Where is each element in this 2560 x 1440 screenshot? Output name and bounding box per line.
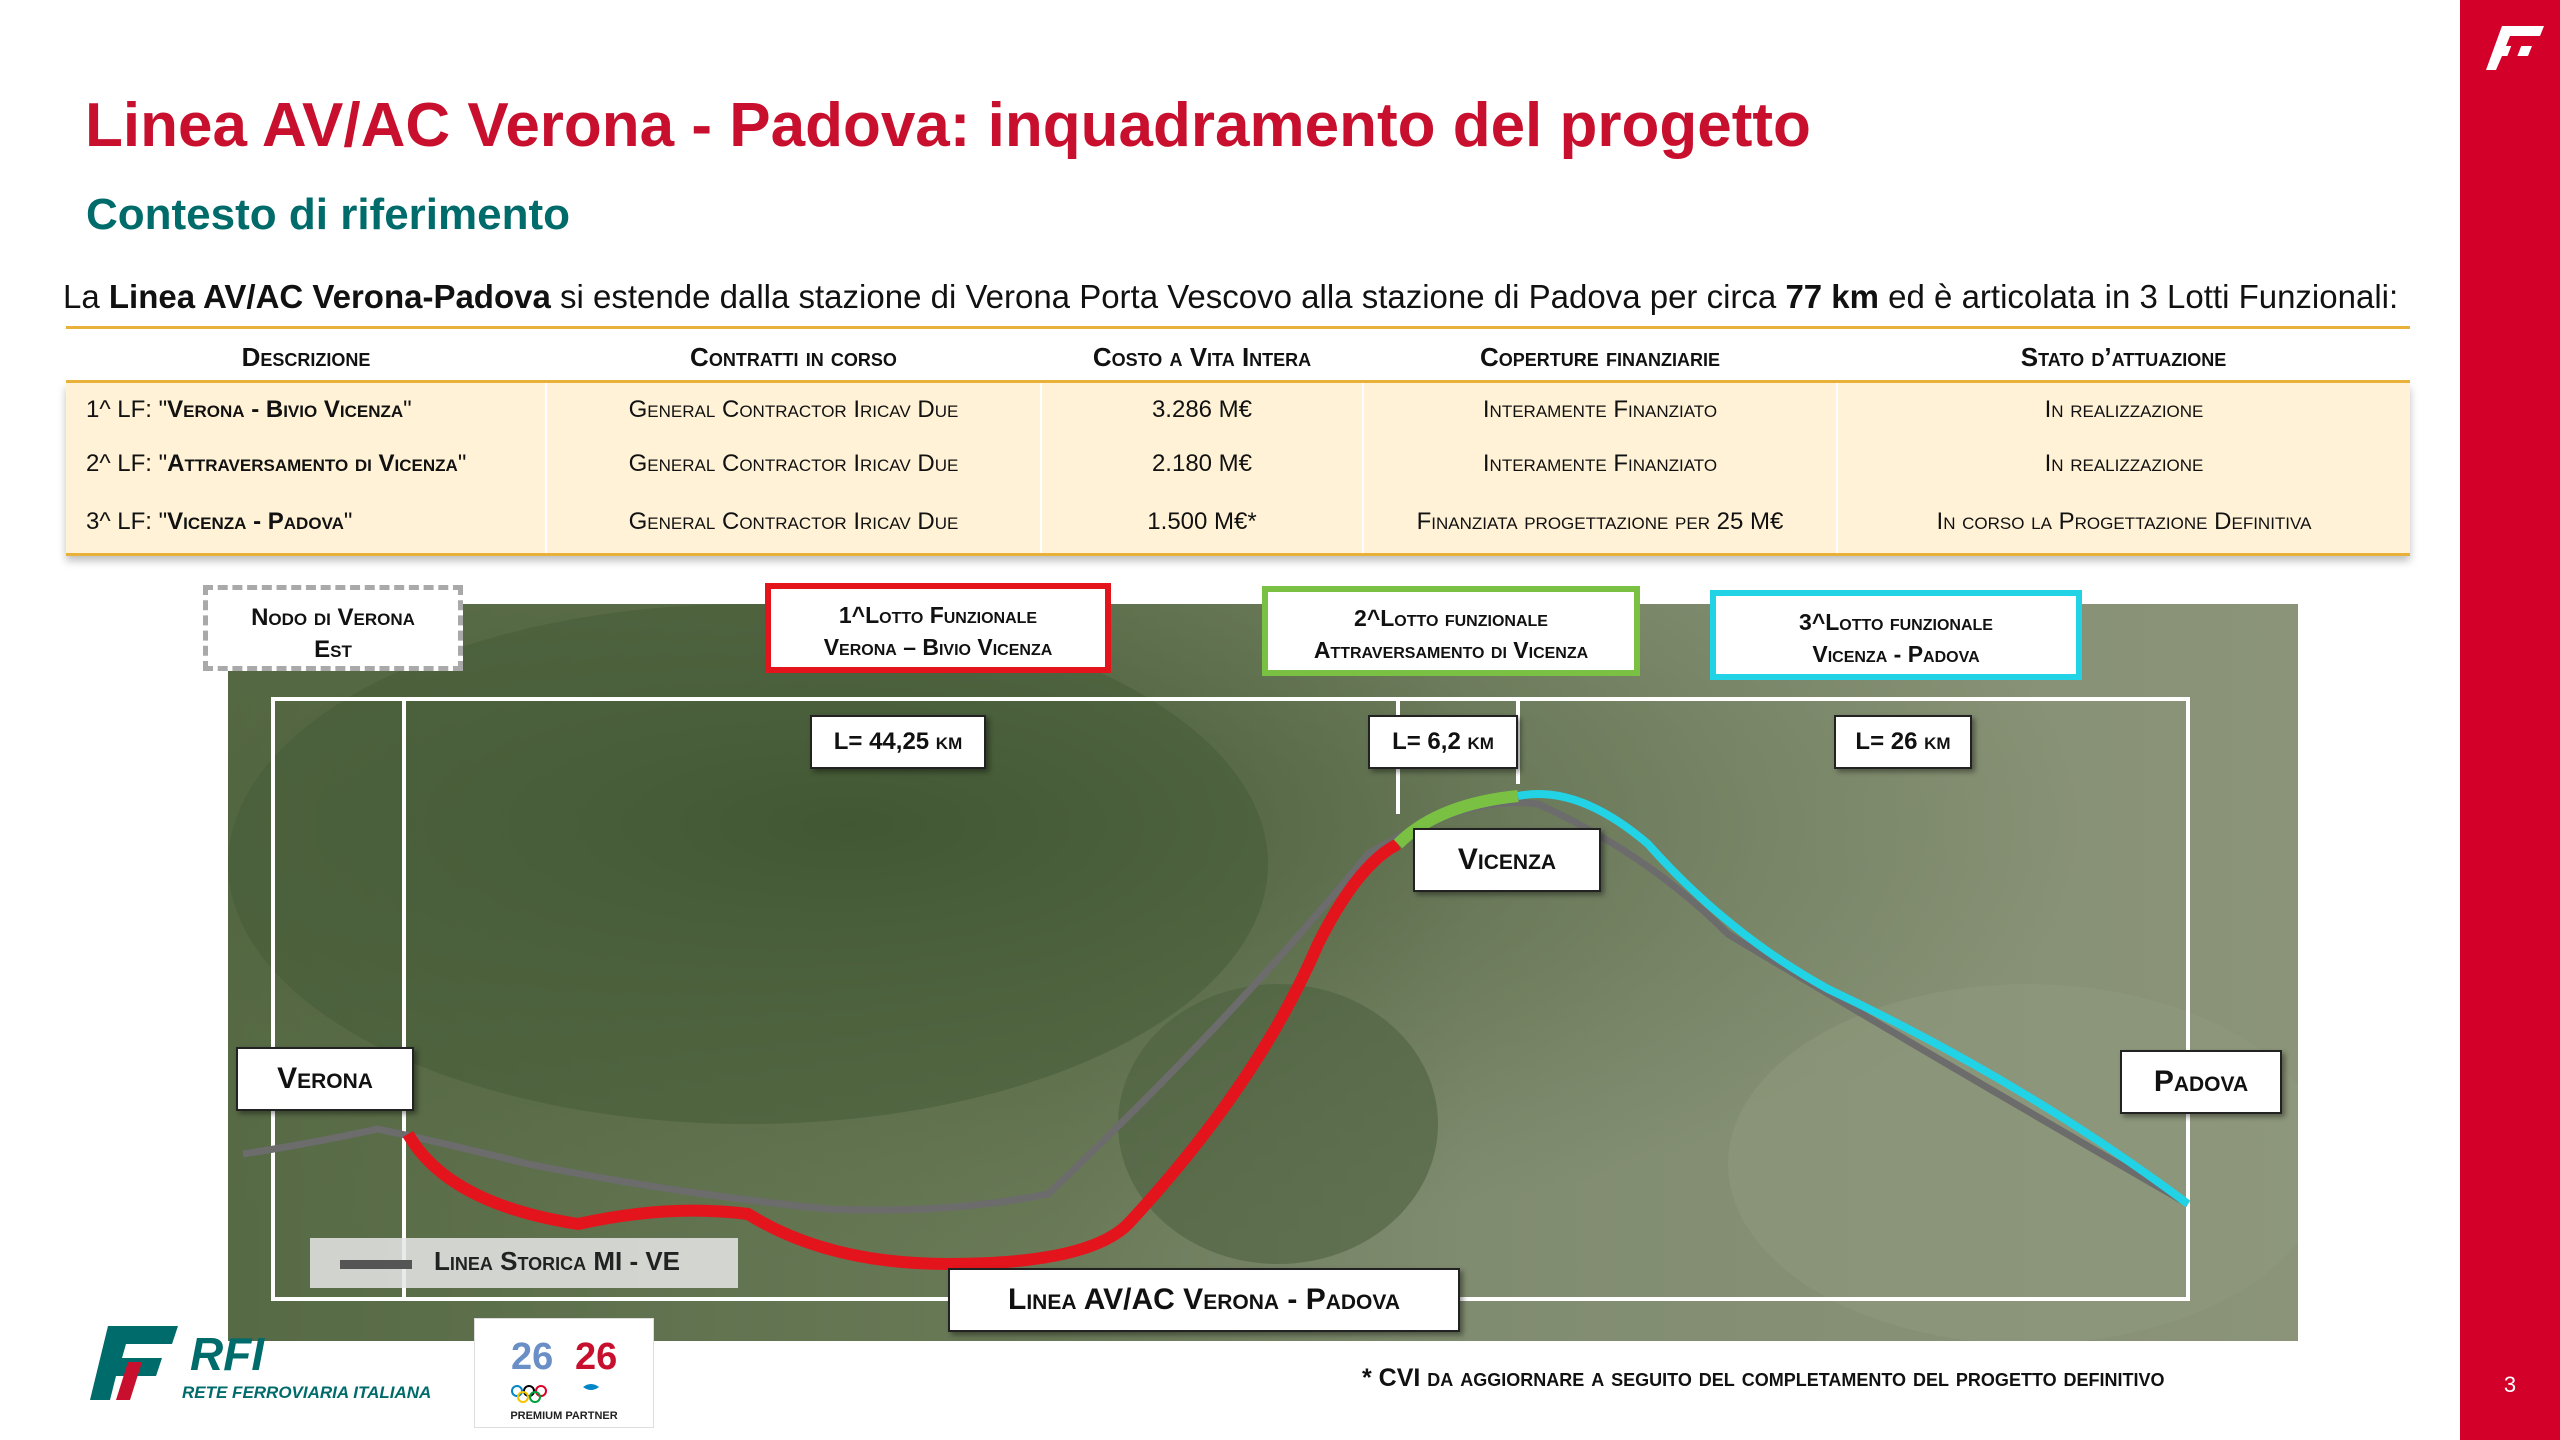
rfi-logo-subtext: RETE FERROVIARIA ITALIANA <box>182 1383 432 1402</box>
page-number: 3 <box>2503 1372 2517 1397</box>
lotto1-line1: 1^Lotto Funzionale <box>838 602 1038 628</box>
intro-text: La Linea AV/AC Verona-Padova si estende dalla stazione di Verona Porta Vescovo alla stazione di Padova per circa 77 km ed è articolata in 3 Lotti Funzionali: <box>63 278 2399 315</box>
table-header-rule <box>66 326 2410 329</box>
lotto3-line2: Vicenza - Padova <box>1812 641 1980 667</box>
footnote: * CVI da aggiornare a seguito del completamento del progetto definitivo <box>1362 1364 2165 1392</box>
lotto3-line1: 3^Lotto funzionale <box>1799 609 1993 635</box>
legend-line-swatch <box>340 1260 412 1269</box>
lotto1-line2: Verona – Bivio Vicenza <box>823 634 1053 660</box>
lotto1-box <box>765 583 1111 673</box>
satellite-map <box>228 604 2298 1341</box>
cell-contratto: General Contractor Iricav Due <box>546 382 1041 438</box>
city-label-vicenza: Vicenza <box>1413 828 1601 892</box>
header-costo: Costo a Vita Intera <box>1092 341 1312 372</box>
city-label-verona: Verona <box>236 1047 414 1111</box>
length-lotto2: L= 6,2 km <box>1368 715 1518 769</box>
cell-copertura: Interamente Finanziato <box>1363 382 1837 438</box>
cell-copertura: Finanziata progettazione per 25 M€ <box>1363 491 1837 555</box>
rfi-logo-text: RFI <box>190 1328 265 1380</box>
map-graphics <box>228 604 2298 1341</box>
header-stato: Stato d’attuazione <box>2020 341 2227 372</box>
partner-label: PREMIUM PARTNER <box>510 1410 618 1422</box>
lotto2-box <box>1262 586 1640 676</box>
lotto3-box <box>1710 590 2082 680</box>
page-title: Linea AV/AC Verona - Padova: inquadramento del progetto <box>85 91 1811 160</box>
cell-descrizione: 3^ LF: "Vicenza - Padova" <box>66 491 546 555</box>
length-lotto1: L= 44,25 km <box>810 715 986 769</box>
line-label-av: Linea AV/AC Verona - Padova <box>948 1268 1460 1332</box>
lotto2-line2: Attraversamento di Vicenza <box>1313 637 1589 663</box>
cell-contratto: General Contractor Iricav Due <box>546 491 1041 555</box>
map-hills <box>228 604 1268 1124</box>
cell-stato: In realizzazione <box>1837 382 2410 438</box>
city-label-padova: Padova <box>2120 1050 2282 1114</box>
nodo-line1: Nodo di Verona <box>251 604 415 631</box>
cell-descrizione: 1^ LF: "Verona - Bivio Vicenza" <box>66 382 546 438</box>
cell-costo: 2.180 M€ <box>1041 437 1363 491</box>
cell-descrizione: 2^ LF: "Attraversamento di Vicenza" <box>86 450 467 477</box>
olympic-partner-logo <box>474 1318 654 1428</box>
table-row <box>66 491 2410 555</box>
cell-copertura: Interamente Finanziato <box>1363 437 1837 491</box>
brand-sidebar <box>2460 0 2560 1440</box>
table-row <box>66 437 2410 491</box>
cell-stato: In corso la Progettazione Definitiva <box>1837 491 2410 555</box>
cell-contratto: General Contractor Iricav Due <box>546 437 1041 491</box>
header-coperture: Coperture finanziarie <box>1479 341 1720 372</box>
header-descrizione: Descrizione <box>241 341 371 372</box>
olympic-logo-icon <box>475 1319 653 1427</box>
cell-costo: 3.286 M€ <box>1041 382 1363 438</box>
map-legend <box>310 1238 738 1288</box>
svg-text:26: 26 <box>511 1336 554 1378</box>
lotto2-line1: 2^Lotto funzionale <box>1354 605 1548 631</box>
fs-logo-icon <box>2472 18 2550 76</box>
cell-costo: 1.500 M€* <box>1041 491 1363 555</box>
svg-text:26: 26 <box>575 1336 618 1378</box>
header-contratti: Contratti in corso <box>690 341 897 372</box>
table-header-row <box>66 334 2410 382</box>
legend-label: Linea Storica MI - VE <box>434 1246 681 1276</box>
page-subtitle: Contesto di riferimento <box>86 190 571 239</box>
nodo-line2: Est <box>314 636 352 663</box>
length-lotto3: L= 26 km <box>1834 715 1972 769</box>
rfi-logo <box>86 1318 466 1404</box>
lotti-table <box>66 334 2410 556</box>
cell-stato: In realizzazione <box>1837 437 2410 491</box>
table-row <box>66 382 2410 438</box>
nodo-verona-box <box>203 585 463 671</box>
